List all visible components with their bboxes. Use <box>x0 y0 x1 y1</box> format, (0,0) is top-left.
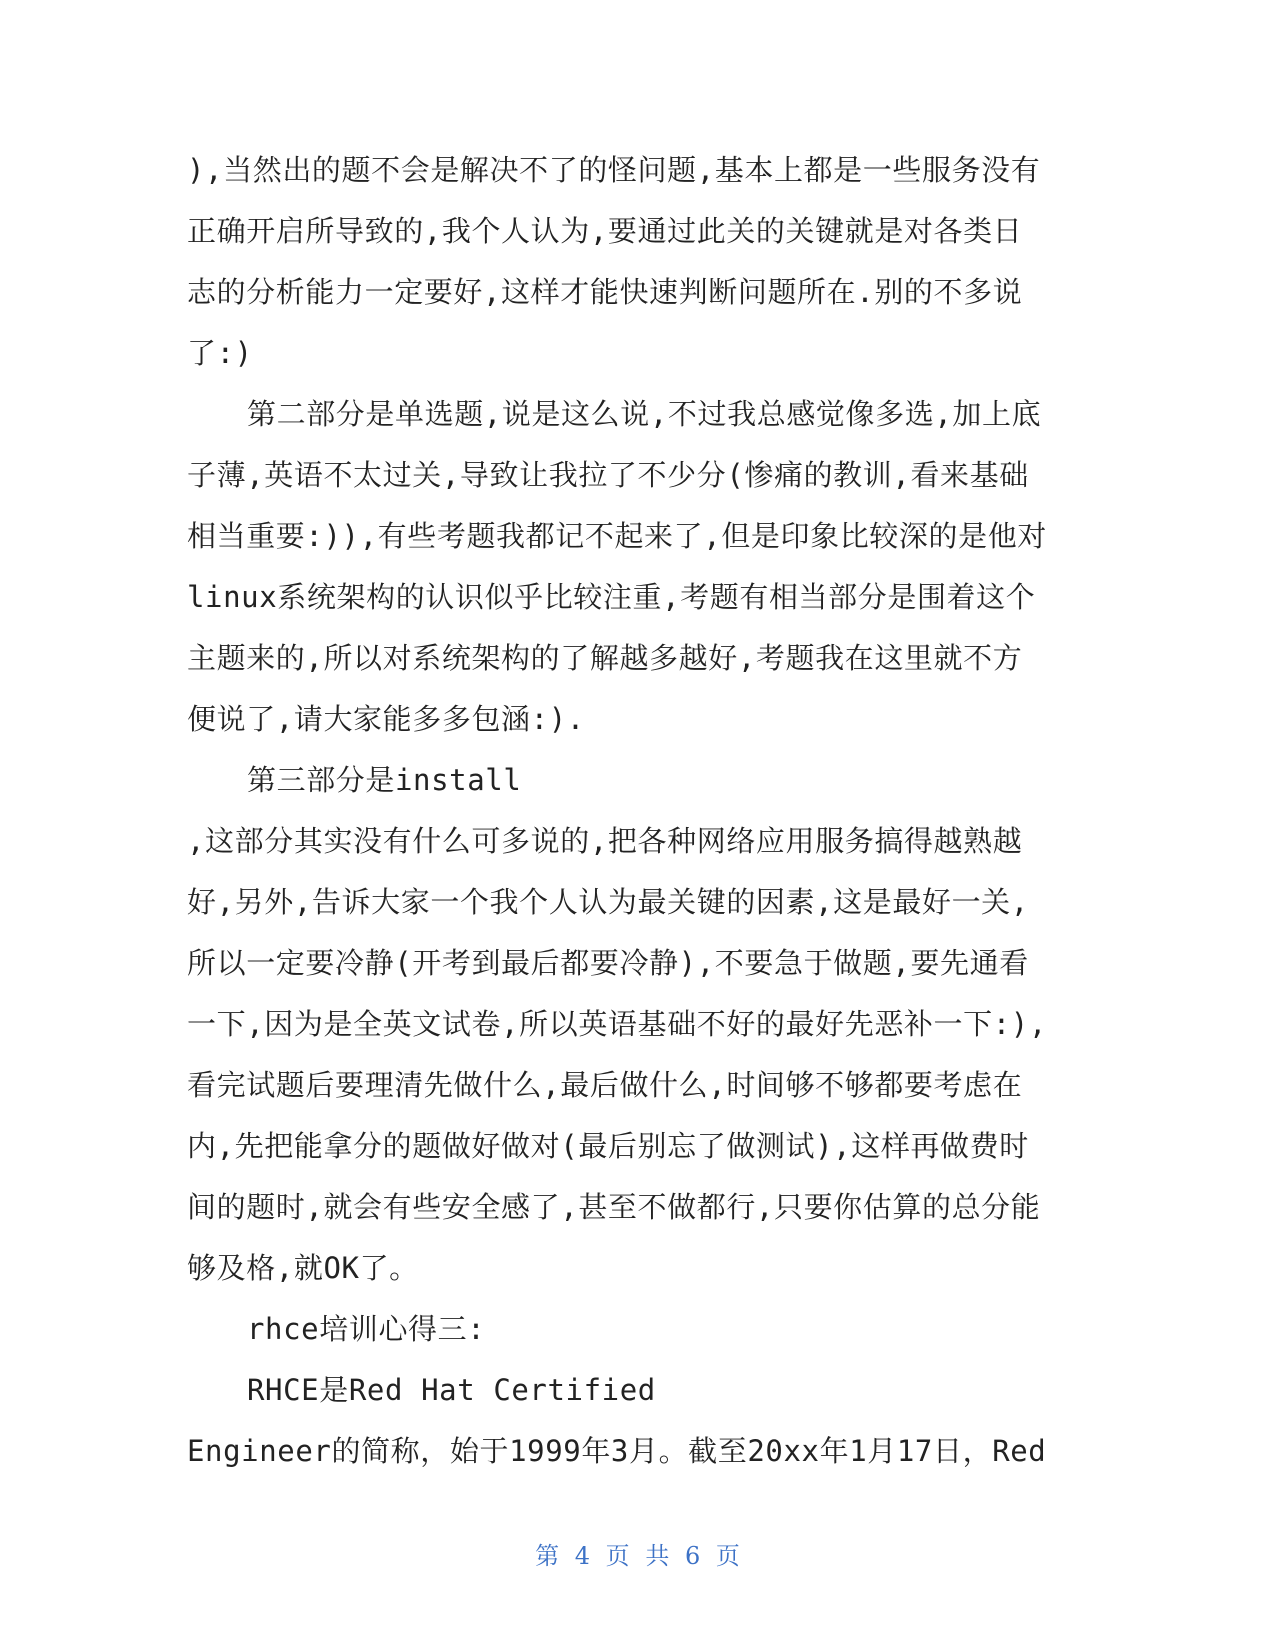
text-line: 看完试题后要理清先做什么,最后做什么,时间够不够都要考虑在 <box>187 1068 1023 1102</box>
text-line: 内,先把能拿分的题做好做对(最后别忘了做测试),这样再做费时 <box>187 1129 1029 1163</box>
text-line: 间的题时,就会有些安全感了,甚至不做都行,只要你估算的总分能 <box>187 1190 1041 1224</box>
text-line: 第三部分是install <box>247 763 522 797</box>
text-line: 一下,因为是全英文试卷,所以英语基础不好的最好先恶补一下:), <box>187 1007 1047 1041</box>
text-line: 了:) <box>187 336 253 370</box>
footer-current-page: 4 <box>574 1542 591 1570</box>
section-heading: rhce培训心得三: <box>247 1312 486 1346</box>
text-line: 第二部分是单选题,说是这么说,不过我总感觉像多选,加上底 <box>247 397 1042 431</box>
text-line: 正确开启所导致的,我个人认为,要通过此关的关键就是对各类日 <box>187 214 1023 248</box>
footer-label-page: 第 <box>535 1542 560 1570</box>
text-line: 志的分析能力一定要好,这样才能快速判断问题所在.别的不多说 <box>187 275 1023 309</box>
text-line: RHCE是Red Hat Certified <box>247 1373 656 1407</box>
footer-label-total: 共 <box>645 1542 670 1570</box>
document-body <box>187 140 1087 1482</box>
text-line: 好,另外,告诉大家一个我个人认为最关键的因素,这是最好一关, <box>187 885 1029 919</box>
footer-total-pages: 6 <box>684 1542 701 1570</box>
text-line: Engineer的简称，始于1999年3月。截至20xx年1月17日，Red <box>187 1434 1047 1468</box>
footer-label-ye2: 页 <box>715 1542 740 1570</box>
text-line: 子薄,英语不太过关,导致让我拉了不少分(惨痛的教训,看来基础 <box>187 458 1029 492</box>
text-line: linux系统架构的认识似乎比较注重,考题有相当部分是围着这个 <box>187 580 1036 614</box>
text-line: 所以一定要冷静(开考到最后都要冷静),不要急于做题,要先通看 <box>187 946 1029 980</box>
page-footer <box>0 1536 1275 1571</box>
text-line: ,这部分其实没有什么可多说的,把各种网络应用服务搞得越熟越 <box>187 824 1023 858</box>
footer-label-ye: 页 <box>605 1542 630 1570</box>
text-line: 相当重要:)),有些考题我都记不起来了,但是印象比较深的是他对 <box>187 519 1047 553</box>
text-line: 够及格,就OK了。 <box>187 1251 419 1285</box>
text-line: ),当然出的题不会是解决不了的怪问题,基本上都是一些服务没有 <box>187 153 1041 187</box>
text-line: 便说了,请大家能多多包涵:). <box>187 702 585 736</box>
text-line: 主题来的,所以对系统架构的了解越多越好,考题我在这里就不方 <box>187 641 1023 675</box>
